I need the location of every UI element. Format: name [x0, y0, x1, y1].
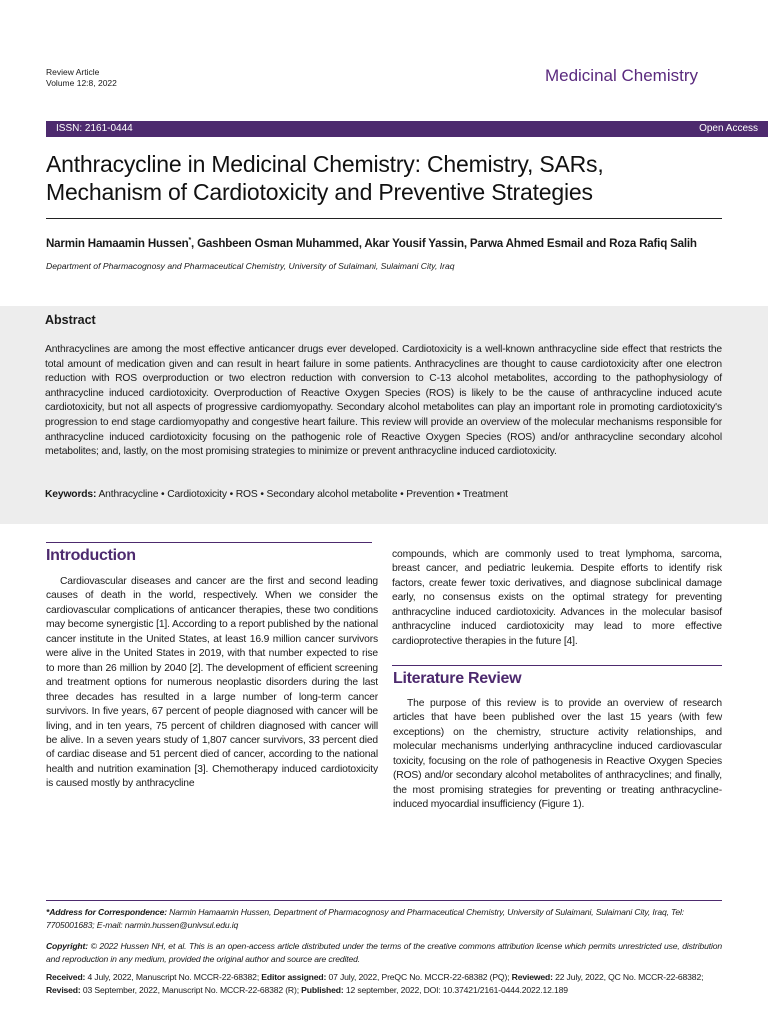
intro-rule: [46, 542, 372, 543]
literature-text: [393, 697, 722, 813]
intro-heading: Introduction: [46, 547, 136, 564]
revised-label: Revised:: [46, 984, 81, 995]
abstract-heading: Abstract: [45, 313, 96, 327]
title-line-2: Mechanism of Cardiotoxicity and Preventive Strategies: [46, 179, 593, 205]
copyright-text: © 2022 Hussen NH, et al. This is an open-access article distributed under the terms of the creative commons attribution license which permits unrestricted use, distribution and reproduction in any medium, provided the original author and source are credited.: [46, 941, 722, 964]
keywords-label: Keywords:: [45, 489, 97, 500]
intro-paragraph: Cardiovascular diseases and cancer are the first and second leading causes of death in the world, respectively. When we consider the cardiovascular complications of anticancer therapies, these two conditions may become synergistic [1]. According to a report published by the national cancer institute in the United States, at least 16.9 million cancer survivors were alive in the United States in 2019, with that number expected to rise to more than 26 million by 2040 [2]. The development of efficient screening and treatment options for numerous neoplastic disorders during the last three decades has resulted in a large number of long-term cancer survivors. In five years, 67 percent of people diagnosed with cancer will be living, and in ten years, 75 percent of children diagnosed with cancer will be alive. In a seven years study of 1,807 cancer survivors, 33 percent died of cardiac disease and 51 percent died of cancer, according to the national health and nutrition examination [3]. Chemotherapy induced cardiotoxicity is caused mostly by anthracycline: [46, 576, 378, 790]
intro-text: [46, 575, 378, 792]
issn-band: [46, 121, 768, 137]
copyright: [46, 940, 722, 965]
published-text: 12 september, 2022, DOI: 10.37421/2161-0444.2022.12.189: [343, 984, 568, 995]
title-divider: [46, 218, 722, 219]
literature-heading: Literature Review: [393, 670, 522, 687]
correspondence: [46, 906, 722, 931]
correspondence-label: *Address for Correspondence:: [46, 907, 167, 917]
dates: [46, 971, 722, 996]
revised-text: 03 September, 2022, Manuscript No. MCCR-22-68382 (R);: [80, 984, 302, 995]
editor-label: Editor assigned:: [261, 972, 327, 982]
issn: ISSN: 2161-0444: [56, 123, 133, 134]
footer-rule: [46, 900, 722, 901]
journal-name: Medicinal Chemistry: [544, 66, 698, 85]
volume-info: Volume 12:8, 2022: [46, 78, 117, 88]
intro-continued-paragraph: compounds, which are commonly used to treat lymphoma, sarcoma, breast cancer, and pediatric leukemia. Despite efforts to identify risk factors, create fewer toxic derivatives, and diagnose subclinical damage early, no consensus exists on the optimal strategy for preventing anthracycline induced cardiotoxicity. Advances in the molecular basisof anthracycline induced cardiotoxicity may lead to more effective cardioprotective therapies in the future [4].: [392, 549, 722, 647]
article-title: [46, 150, 726, 206]
reviewed-label: Reviewed:: [511, 972, 553, 982]
published-label: Published:: [301, 984, 344, 995]
literature-rule: [392, 665, 722, 666]
keywords-list: Anthracycline • Cardiotoxicity • ROS • Secondary alcohol metabolite • Prevention • Treatment: [98, 489, 508, 500]
literature-paragraph: The purpose of this review is to provide an overview of research articles that have been published over the last 15 years (with few exceptions) on the chemistry, structure activity relationships, and molecular mechanisms underlying anthracycline induced cardiovascular toxicity, focusing on the role of pathogenesis in Reactive Oxygen Species (ROS) and/or secondary alcohol metabolites of anthracyclines; and finally, the most promising strategies for preventing or treating anthracycline-induced myocardial insufficiency (Figure 1).: [393, 698, 722, 811]
first-author: Narmin Hamaamin Hussen: [46, 237, 189, 250]
intro-continued: [392, 548, 722, 649]
abstract-text: Anthracyclines are among the most effective anticancer drugs ever developed. Cardiotoxicity is a well-known anthracycline side effect that restricts the total amount of medication given and can result in heart failure in some patients. Anthracyclines are thought to cause cardiotoxicity after one electron reduction with ROS overproduction or two electron reduction with conversion to C-13 alcohol metabolites, according to the pathophysiology of anthracycline induced cardiotoxicity. Overproduction of Reactive Oxygen Species (ROS) is likely to be the cause of anthracycline induced acute cardiotoxicity, but not all aspects of progressive cardiomyopathy. Secondary alcohol metabolites can play an important role in promoting cardiotoxicity's progression to end stage cardiomyopathy and congestive heart failure. This review will provide an overview of the molecular mechanisms responsible for anthracycline induced cardiotoxicity focusing on the pathogenic role of Reactive Oxygen Species (ROS) and/or anthracycline secondary alcohol metabolites; and, lastly, on the most promising strategies to minimize or prevent anthracycline induced cardiotoxicity.: [45, 344, 722, 458]
author-list: [46, 237, 722, 250]
copyright-label: Copyright:: [46, 941, 88, 951]
editor-text: 07 July, 2022, PreQC No. MCCR-22-68382 (PQ);: [326, 972, 512, 982]
reviewed-text: 22 July, 2022, QC No. MCCR-22-68382;: [552, 972, 704, 982]
title-line-1: Anthracycline in Medicinal Chemistry: Chemistry, SARs,: [46, 151, 604, 177]
affiliation: Department of Pharmacognosy and Pharmaceutical Chemistry, University of Sulaimani, Sulaimani City, Iraq: [46, 261, 455, 271]
correspondence-text: Narmin Hamaamin Hussen, Department of Pharmacognosy and Pharmaceutical Chemistry, University of Sulaimani, Sulaimani City, Iraq, Tel: 7705001683; E-mail: narmin.hussen@univsul.edu.iq: [46, 907, 684, 930]
article-type: Review Article: [46, 67, 100, 77]
corresponding-mark: *: [188, 237, 192, 245]
received-label: Received:: [46, 972, 86, 982]
open-access-label: Open Access: [699, 123, 758, 134]
keywords: [45, 489, 508, 500]
received-text: 4 July, 2022, Manuscript No. MCCR-22-68382;: [85, 972, 262, 982]
other-authors: , Gashbeen Osman Muhammed, Akar Yousif Yassin, Parwa Ahmed Esmail and Roza Rafiq Salih: [191, 237, 697, 250]
